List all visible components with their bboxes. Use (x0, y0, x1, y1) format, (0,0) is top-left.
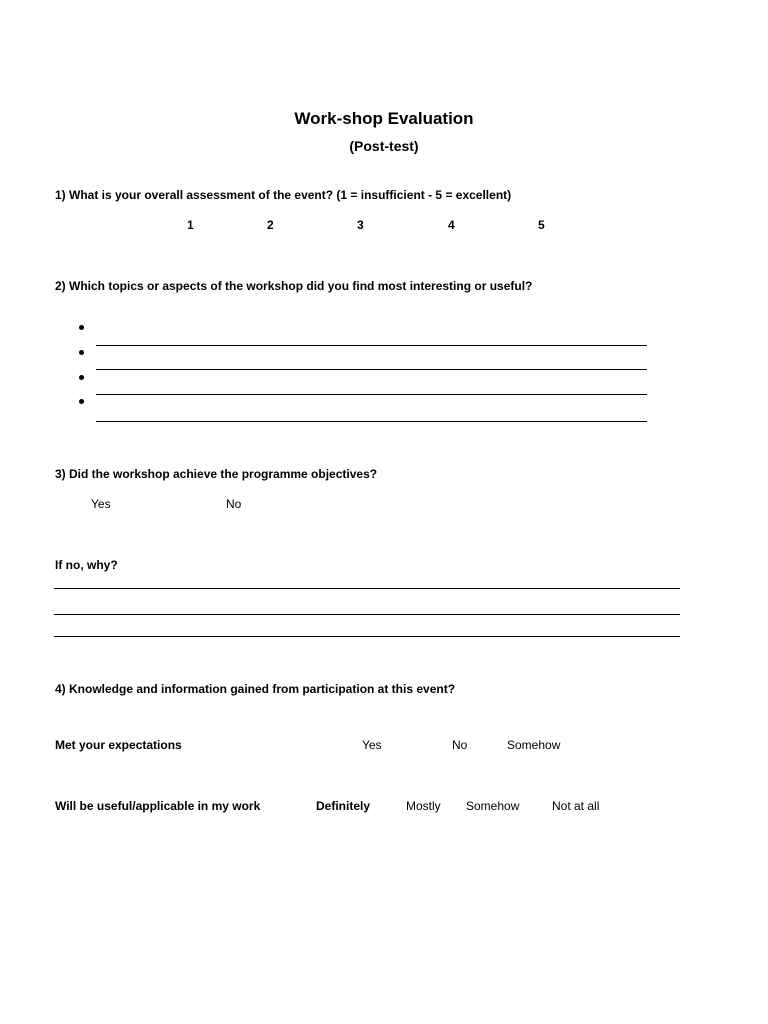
bullet-icon (79, 325, 84, 330)
option-no[interactable]: No (226, 497, 242, 511)
usefulness-label: Will be useful/applicable in my work (55, 799, 261, 813)
answer-line-topic-1[interactable] (96, 345, 647, 346)
expectations-option-yes[interactable]: Yes (362, 738, 382, 752)
expectations-option-somehow[interactable]: Somehow (507, 738, 561, 752)
expectations-label: Met your expectations (55, 738, 182, 752)
page-subtitle: (Post-test) (349, 138, 419, 154)
answer-line-why-3[interactable] (54, 636, 680, 637)
option-yes[interactable]: Yes (91, 497, 111, 511)
answer-line-topic-2[interactable] (96, 369, 647, 370)
usefulness-option-mostly[interactable]: Mostly (406, 799, 441, 813)
if-no-why-label: If no, why? (55, 558, 118, 572)
bullet-icon (79, 399, 84, 404)
question-3: 3) Did the workshop achieve the programme objectives? (55, 467, 378, 481)
answer-line-topic-3[interactable] (96, 394, 647, 395)
rating-option-5[interactable]: 5 (538, 218, 545, 232)
question-2: 2) Which topics or aspects of the workshop did you find most interesting or useful? (55, 279, 533, 293)
bullet-icon (79, 375, 84, 380)
answer-line-why-2[interactable] (54, 614, 680, 615)
bullet-icon (79, 350, 84, 355)
expectations-option-no[interactable]: No (452, 738, 468, 752)
rating-option-4[interactable]: 4 (448, 218, 455, 232)
rating-option-3[interactable]: 3 (357, 218, 364, 232)
rating-option-1[interactable]: 1 (187, 218, 194, 232)
answer-line-topic-4[interactable] (96, 421, 647, 422)
question-1: 1) What is your overall assessment of the event? (1 = insufficient - 5 = excellent) (55, 188, 512, 202)
usefulness-option-not-at-all[interactable]: Not at all (552, 799, 600, 813)
rating-option-2[interactable]: 2 (267, 218, 274, 232)
page-title: Work-shop Evaluation (294, 109, 474, 128)
answer-line-why-1[interactable] (54, 588, 680, 589)
question-4: 4) Knowledge and information gained from participation at this event? (55, 682, 456, 696)
usefulness-option-somehow[interactable]: Somehow (466, 799, 520, 813)
usefulness-option-definitely[interactable]: Definitely (316, 799, 371, 813)
